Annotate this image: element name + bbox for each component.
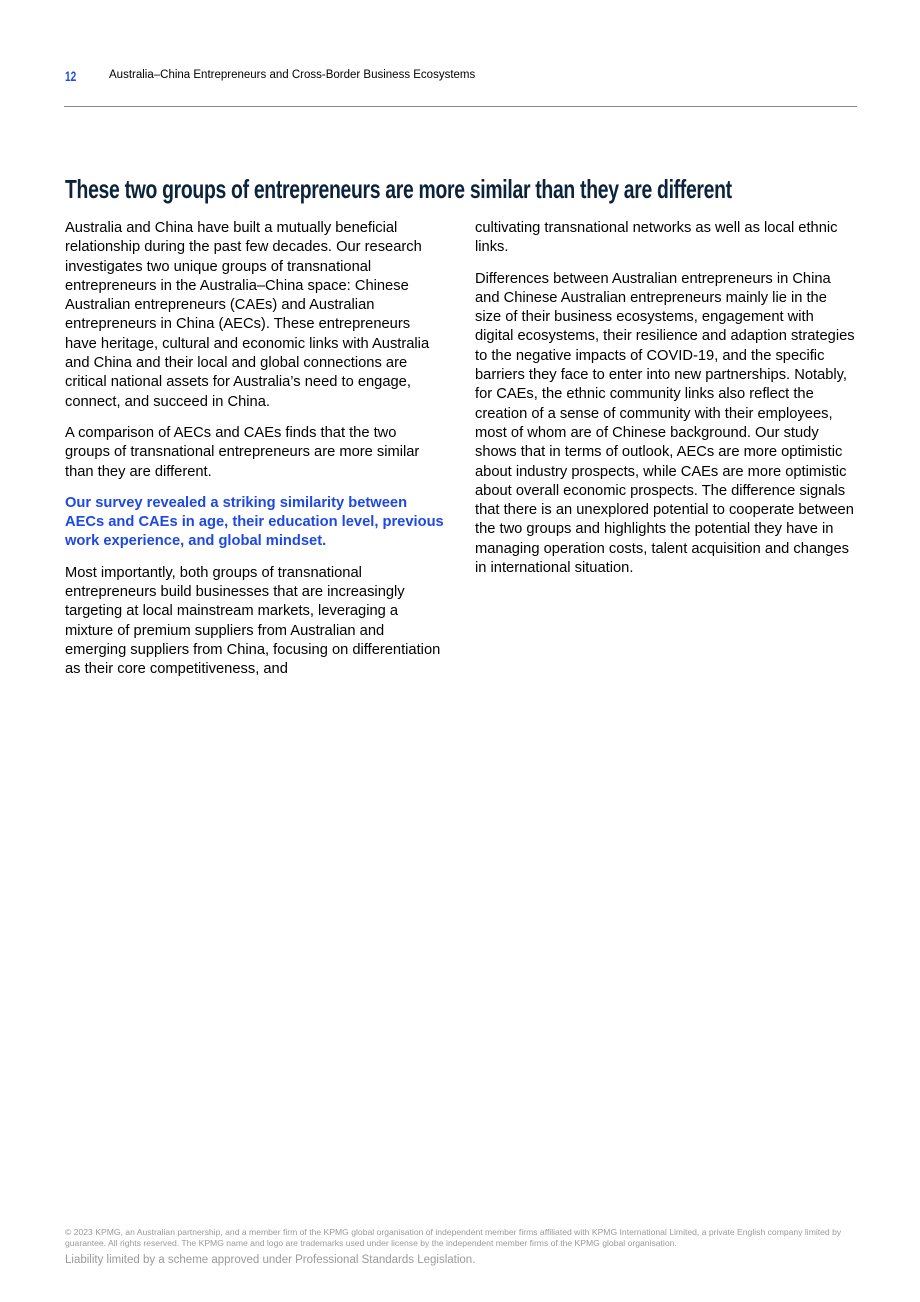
- highlight-paragraph: Our survey revealed a striking similarity between AECs and CAEs in age, their education level, previous work experience, and global mindset.: [65, 494, 444, 550]
- paragraph: cultivating transnational networks as well as local ethnic links.: [475, 220, 838, 256]
- liability-notice: Liability limited by a scheme approved under Professional Standards Legislation.: [65, 1254, 476, 1266]
- page-number: 12: [65, 68, 77, 84]
- header-divider: [64, 106, 857, 107]
- paragraph: Most importantly, both groups of transnational entrepreneurs build businesses that are increasingly targeting at local mainstream markets, leveraging a mixture of premium suppliers from Australian and emerging suppliers from China, focusing on differentiation as their core competitiveness, and: [65, 564, 441, 678]
- paragraph: A comparison of AECs and CAEs finds that the two groups of transnational entrepreneurs are more similar than they are different.: [65, 424, 420, 480]
- copyright-notice: © 2023 KPMG, an Australian partnership, and a member firm of the KPMG global organisation of independent member firms affiliated with KPMG International Limited, a private English company limited by guarantee. All rights reserved. The KPMG name and logo are trademarks used under license by the independent member firms of the KPMG global organisation.: [65, 1227, 842, 1248]
- right-column: [475, 219, 855, 590]
- section-heading: These two groups of entrepreneurs are more similar than they are different: [65, 174, 732, 204]
- left-column: [65, 219, 445, 692]
- running-title: Australia–China Entrepreneurs and Cross-Border Business Ecosystems: [109, 69, 476, 81]
- page-footer: [65, 1227, 845, 1266]
- paragraph: Australia and China have built a mutually beneficial relationship during the past few decades. Our research investigates two unique groups of transnational entrepreneurs in the Australia–China space: Chinese Australian entrepreneurs (CAEs) and Australian entrepreneurs in China (AECs). These entrepreneurs have heritage, cultural and economic links with Australia and China and their local and global connections are critical national assets for Australia’s need to engage, connect, and succeed in China.: [65, 220, 430, 410]
- paragraph: Differences between Australian entrepreneurs in China and Chinese Australian entrepreneurs mainly lie in the size of their business ecosystems, engagement with digital ecosystems, their resilience and adaption strategies to the negative impacts of COVID-19, and the specific barriers they face to enter into new partnerships. Notably, for CAEs, the ethnic community links also reflect the creation of a sense of community with their employees, most of whom are of Chinese background. Our study shows that in terms of outlook, AECs are more optimistic about industry prospects, while CAEs are more optimistic about overall economic prospects. The difference signals that there is an unexplored potential to cooperate between the two groups and highlights the potential they have in managing operation costs, talent acquisition and changes in international situation.: [475, 270, 855, 577]
- page-header: [65, 68, 857, 88]
